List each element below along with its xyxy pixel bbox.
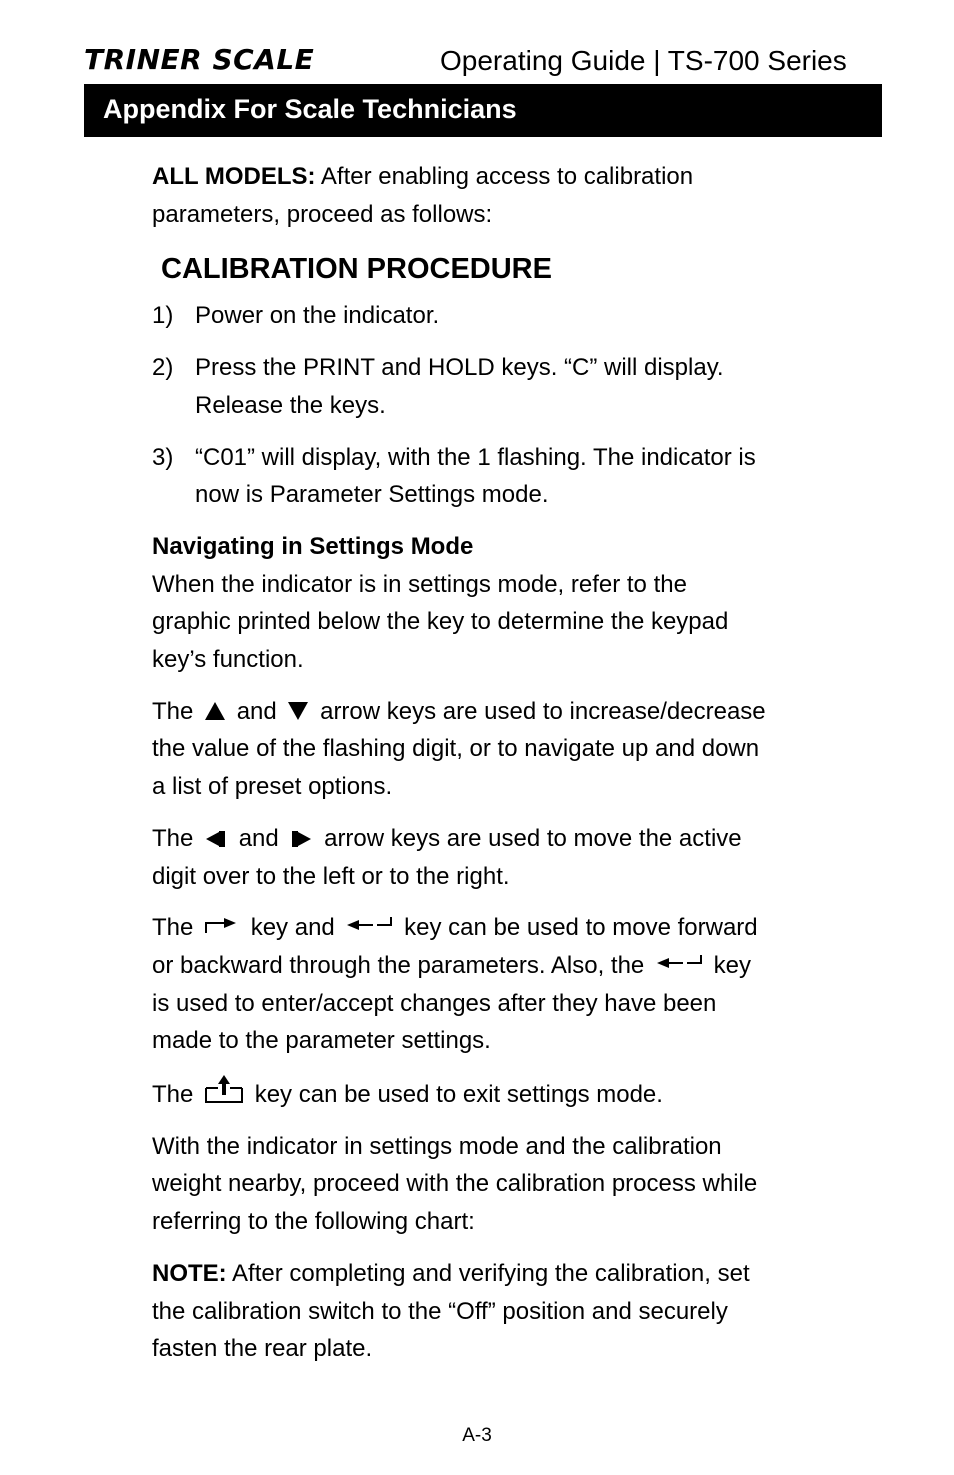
page-content xyxy=(152,158,772,1382)
updown-text-2: and xyxy=(236,697,277,725)
page-number: A-3 xyxy=(462,1425,492,1446)
exit-key-icon xyxy=(204,1074,244,1104)
section-bar xyxy=(84,84,882,137)
exit-text-1: The xyxy=(152,1081,194,1109)
enter-key-icon xyxy=(345,917,393,937)
exit-text-2: key can be used to exit settings mode. xyxy=(254,1081,663,1109)
step-number: 3) xyxy=(152,443,174,471)
section-title: Appendix For Scale Technicians xyxy=(103,94,517,124)
enter-paragraph xyxy=(152,909,772,1060)
intro-text: After enabling access to calibration parameters, proceed as follows: xyxy=(152,163,694,228)
guide-title: Operating Guide | TS-700 Series xyxy=(440,45,847,76)
step-number: 2) xyxy=(152,354,174,382)
step-text: Power on the indicator. xyxy=(195,302,440,330)
updown-text-3: arrow keys are used to increase/decrease the value of the flashing digit, or to navigate up and down a list of preset options. xyxy=(152,697,766,801)
procedure-title: CALIBRATION PROCEDURE xyxy=(161,253,552,286)
note-text: After completing and verifying the calibration, set the calibration switch to the “Off” position and securely fasten the rear plate. xyxy=(152,1259,750,1363)
calibration-paragraph: With the indicator in settings mode and the calibration weight nearby, proceed with the calibration process while referring to the following chart: xyxy=(152,1132,758,1236)
step-item xyxy=(152,297,772,335)
leftright-paragraph xyxy=(152,820,772,895)
step-number: 1) xyxy=(152,302,174,330)
navigation-intro: When the indicator is in settings mode, refer to the graphic printed below the key to determine the keypad key’s function. xyxy=(152,570,729,674)
step-item xyxy=(152,349,772,424)
step-text: “C01” will display, with the 1 flashing. The indicator is now is Parameter Settings mode. xyxy=(195,443,756,509)
intro-label: ALL MODELS: xyxy=(152,163,316,190)
leftright-text-2: and xyxy=(238,824,279,852)
forward-key-icon xyxy=(204,917,240,937)
up-arrow-icon xyxy=(204,701,226,721)
enter-text-2: key and xyxy=(250,914,335,942)
brand-logo: TRINER SCALE xyxy=(84,43,315,76)
enter-text-4: key is used to enter/accept changes after they have been made to the parameter settings. xyxy=(152,951,751,1055)
procedure-steps xyxy=(152,297,772,514)
updown-text-1: The xyxy=(152,697,194,725)
left-arrow-icon xyxy=(204,830,228,848)
navigation-paragraph xyxy=(152,528,772,679)
step-text: Press the PRINT and HOLD keys. “C” will display. Release the keys. xyxy=(195,354,724,419)
right-arrow-icon xyxy=(289,830,313,848)
enter-text-1: The xyxy=(152,914,194,942)
down-arrow-icon xyxy=(287,701,309,721)
note-label: NOTE: xyxy=(152,1259,227,1287)
leftright-text-3: arrow keys are used to move the active digit over to the left or to the right. xyxy=(152,824,742,890)
intro-paragraph xyxy=(152,158,772,233)
navigation-heading: Navigating in Settings Mode xyxy=(152,532,474,560)
exit-paragraph xyxy=(152,1074,772,1114)
updown-paragraph xyxy=(152,693,772,806)
note-paragraph xyxy=(152,1255,772,1368)
enter-key-icon xyxy=(655,955,703,975)
leftright-text-1: The xyxy=(152,824,194,852)
step-item xyxy=(152,439,772,514)
enter-text-3: key can be used to move forward or backward through the parameters. Also, the xyxy=(152,914,758,979)
